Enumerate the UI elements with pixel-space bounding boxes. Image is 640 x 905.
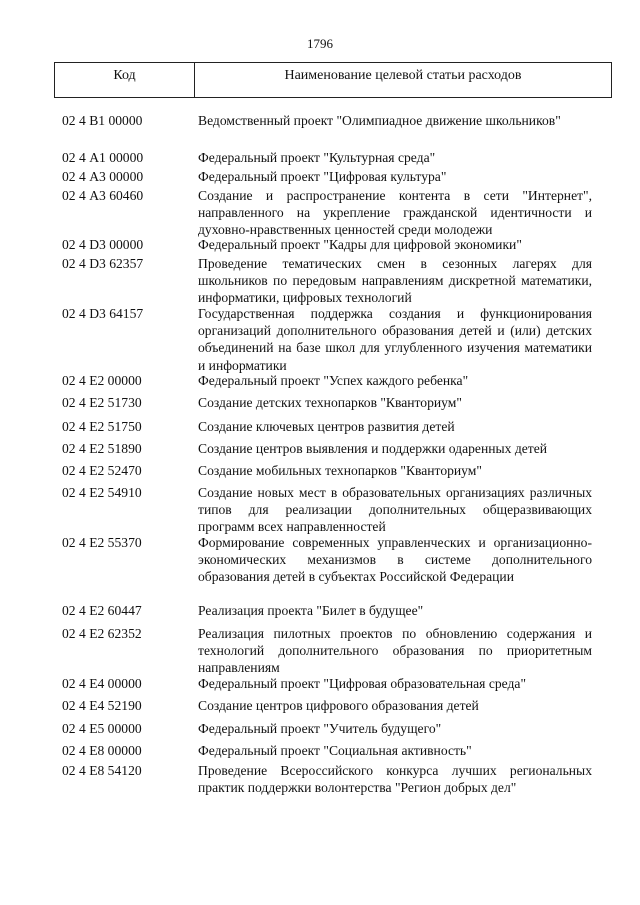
table-row xyxy=(62,720,592,737)
row-code: 02 4 Е5 00000 xyxy=(62,721,142,736)
table-row xyxy=(62,236,592,253)
row-code: 02 4 Е8 54120 xyxy=(62,763,142,778)
table-row xyxy=(62,742,592,759)
table-row xyxy=(62,697,592,714)
row-name: Создание мобильных технопарков "Кванториум" xyxy=(198,463,482,478)
header-code: Код xyxy=(55,63,195,97)
row-code: 02 4 Е2 60447 xyxy=(62,603,142,618)
row-name: Формирование современных управленческих и организационно-экономических механизмов в системе дополнительного образования детей в субъектах Российской Федерации xyxy=(198,535,592,585)
row-code: 02 4 Е2 51890 xyxy=(62,441,142,456)
row-code: 02 4 Е2 55370 xyxy=(62,535,142,550)
row-code: 02 4 Е2 51730 xyxy=(62,395,142,410)
table-row xyxy=(62,418,592,435)
row-name: Создание новых мест в образовательных организациях различных типов для реализации дополнительных общеразвивающих программ всех направленностей xyxy=(198,485,592,535)
row-code: 02 4 Е8 00000 xyxy=(62,743,142,758)
row-code: 02 4 Е2 52470 xyxy=(62,463,142,478)
table-row xyxy=(62,625,592,677)
table-row xyxy=(62,675,592,692)
row-code: 02 4 Е2 51750 xyxy=(62,419,142,434)
table-row xyxy=(62,187,592,239)
row-name: Реализация проекта "Билет в будущее" xyxy=(198,603,424,618)
table-row xyxy=(62,372,592,389)
table-row xyxy=(62,484,592,536)
table-row xyxy=(62,112,592,129)
row-name: Ведомственный проект "Олимпиадное движение школьников" xyxy=(198,113,561,128)
row-code: 02 4 Е2 00000 xyxy=(62,373,142,388)
row-name: Реализация пилотных проектов по обновлению содержания и технологий дополнительного образования по приоритетным направлениям xyxy=(198,626,592,676)
row-name: Государственная поддержка создания и функционирования организаций дополнительного образования детей и (или) детских объединений на базе школ для углубленного изучения математики и информатики xyxy=(198,306,592,373)
row-name: Федеральный проект "Социальная активность" xyxy=(198,743,472,758)
row-code: 02 4 А1 00000 xyxy=(62,150,144,165)
row-name: Федеральный проект "Учитель будущего" xyxy=(198,721,442,736)
row-code: 02 4 А3 00000 xyxy=(62,169,144,184)
table-row xyxy=(62,305,592,374)
table-row xyxy=(62,440,592,457)
row-code: 02 4 А3 60460 xyxy=(62,188,144,203)
row-code: 02 4 Е2 62352 xyxy=(62,626,142,641)
table-header xyxy=(54,62,612,98)
row-code: 02 4 В1 00000 xyxy=(62,113,143,128)
row-name: Федеральный проект "Цифровая культура" xyxy=(198,169,447,184)
table-row xyxy=(62,462,592,479)
table-row xyxy=(62,149,592,166)
table-row xyxy=(62,168,592,185)
table-row xyxy=(62,394,592,411)
row-code: 02 4 D3 00000 xyxy=(62,237,144,252)
row-name: Создание и распространение контента в сети "Интернет", направленного на укрепление гражданской идентичности и духовно-нравственных ценностей среди молодежи xyxy=(198,188,592,238)
table-row xyxy=(62,255,592,307)
table-row xyxy=(62,762,592,796)
row-code: 02 4 Е2 54910 xyxy=(62,485,142,500)
row-code: 02 4 Е4 00000 xyxy=(62,676,142,691)
row-code: 02 4 D3 64157 xyxy=(62,306,144,321)
row-name: Создание центров цифрового образования детей xyxy=(198,698,479,713)
row-code: 02 4 Е4 52190 xyxy=(62,698,142,713)
row-name: Федеральный проект "Культурная среда" xyxy=(198,150,436,165)
header-name: Наименование целевой статьи расходов xyxy=(284,68,522,83)
page-number: 1796 xyxy=(307,36,333,51)
row-code: 02 4 D3 62357 xyxy=(62,256,144,271)
row-name: Федеральный проект "Цифровая образовательная среда" xyxy=(198,676,527,691)
table-row xyxy=(62,602,592,619)
row-name: Проведение тематических смен в сезонных лагерях для школьников по передовым направлениям дискретной математики, информатики, цифровых технологий xyxy=(198,256,592,306)
row-name: Создание ключевых центров развития детей xyxy=(198,419,455,434)
table-row xyxy=(62,534,592,586)
row-name: Проведение Всероссийского конкурса лучших региональных практик поддержки волонтерства "Регион добрых дел" xyxy=(198,763,592,796)
row-name: Федеральный проект "Успех каждого ребенка" xyxy=(198,373,469,388)
row-name: Создание центров выявления и поддержки одаренных детей xyxy=(198,441,548,456)
row-name: Федеральный проект "Кадры для цифровой экономики" xyxy=(198,237,522,252)
row-name: Создание детских технопарков "Кванториум" xyxy=(198,395,462,410)
